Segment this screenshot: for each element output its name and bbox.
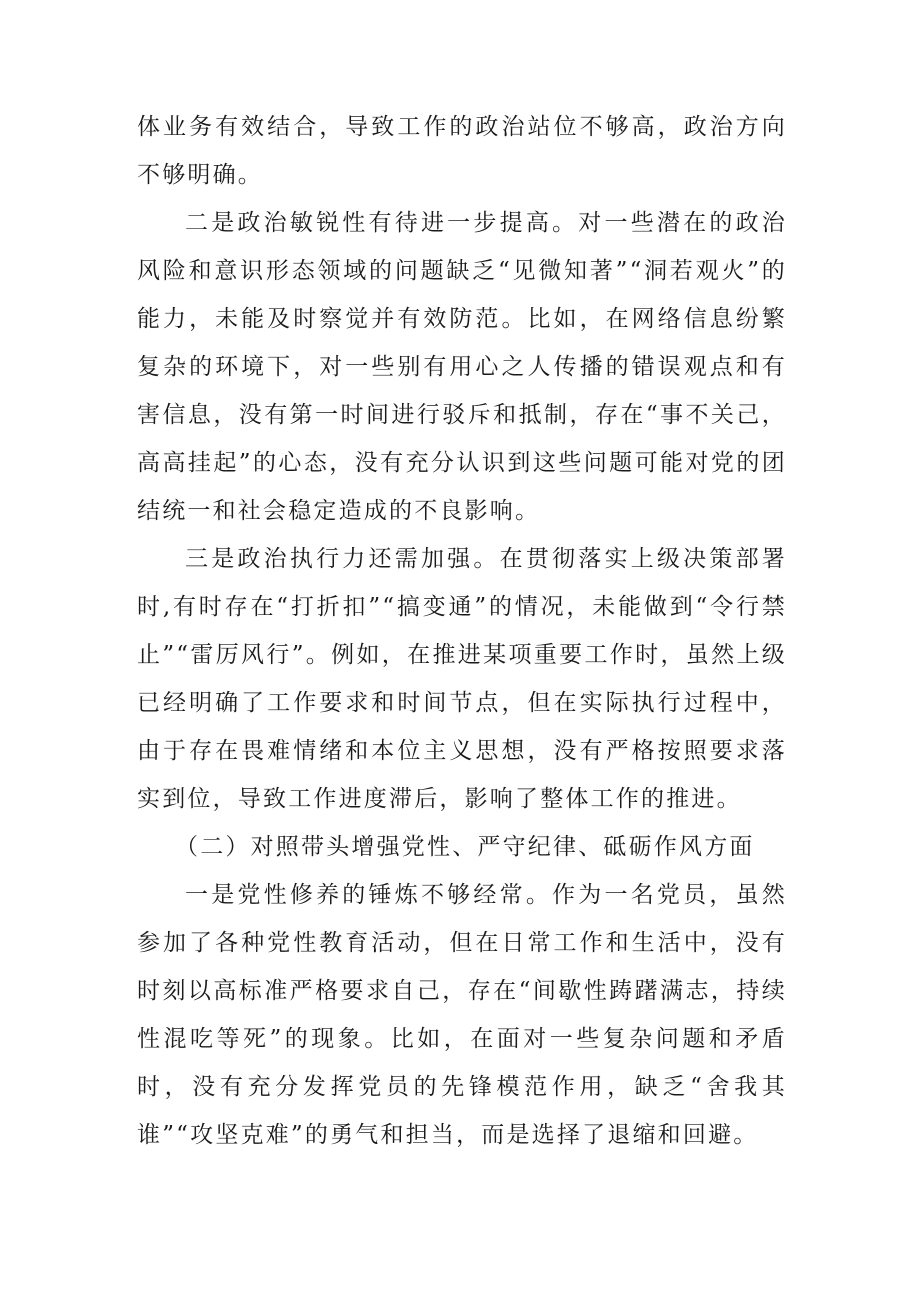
paragraph-continuation: 体业务有效结合，导致工作的政治站位不够高，政治方向不够明确。 — [137, 114, 787, 188]
paragraph-party-spirit: 一是党性修养的锤炼不够经常。作为一名党员，虽然参加了各种党性教育活动，但在日常工作和生活中，没有时刻以高标准严格要求自己，存在“间歇性踌躇满志，持续性混吃等死”的现象。比如，在面对一些复杂问题和矛盾时，没有充分发挥党员的先锋模范作用，缺乏“舍我其谁”“攻坚克难”的勇气和担当，而是选择了退缩和回避。 — [137, 882, 787, 1148]
paragraph-political-execution: 三是政治执行力还需加强。在贯彻落实上级决策部署时,有时存在“打折扣”“搞变通”的情况，未能做到“令行禁止”“雷厉风行”。例如，在推进某项重要工作时，虽然上级已经明确了工作要求和时间节点，但在实际执行过程中，由于存在畏难情绪和本位主义思想，没有严格按照要求落实到位，导致工作进度滞后，影响了整体工作的推进。 — [137, 546, 787, 812]
document-body — [137, 103, 787, 1159]
paragraph-political-sensitivity: 二是政治敏锐性有待进一步提高。对一些潜在的政治风险和意识形态领域的问题缺乏“见微知著”“洞若观火”的能力，未能及时察觉并有效防范。比如，在网络信息纷繁复杂的环境下，对一些别有用心之人传播的错误观点和有害信息，没有第一时间进行驳斥和抵制，存在“事不关己，高高挂起”的心态，没有充分认识到这些问题可能对党的团结统一和社会稳定造成的不良影响。 — [137, 210, 787, 524]
section-heading: （二）对照带头增强党性、严守纪律、砥砺作风方面 — [175, 834, 755, 860]
